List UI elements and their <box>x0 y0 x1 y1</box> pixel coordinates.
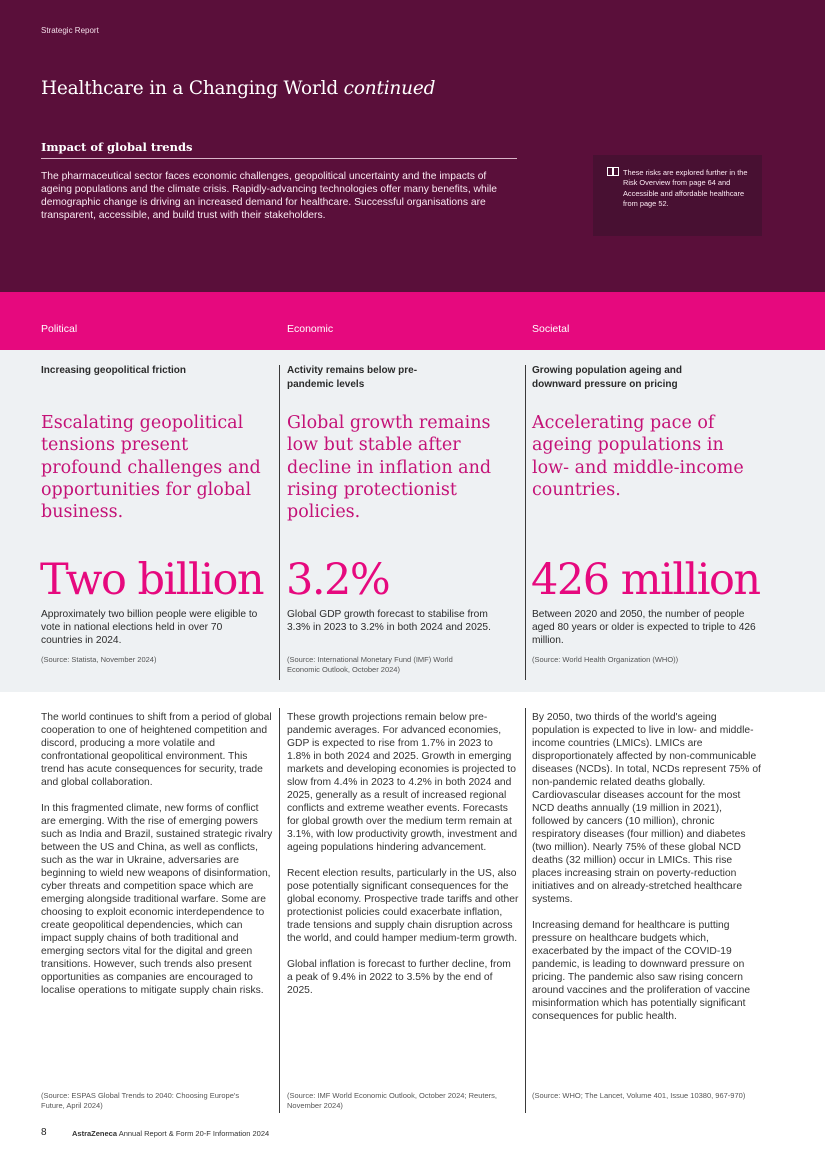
book-icon <box>607 167 619 176</box>
risk-note-text: These risks are explored further in the Risk Overview from page 64 and Accessible and affordable healthcare from page 52. <box>623 168 748 208</box>
economic-stat-source: (Source: International Monetary Fund (IMF) World Economic Outlook, October 2024) <box>287 655 453 674</box>
column-divider <box>279 708 280 1113</box>
economic-subheading: Activity remains below pre-pandemic levels <box>287 365 418 390</box>
economic-claim: Global growth remains low but stable after decline in inflation and rising protectionist policies. <box>287 413 492 523</box>
paragraph: The world continues to shift from a period of global cooperation to one of heightened competition and discord, producing a more volatile and confrontational geopolitical environment. This trend has acute consequences for security, trade and global collaboration. <box>41 712 272 788</box>
societal-stat: Between 2020 and 2050, the number of people aged 80 years or older is expected to triple to 426 million. <box>532 609 756 647</box>
political-subheading: Increasing geopolitical friction <box>41 365 187 376</box>
risk-note-box <box>593 155 762 236</box>
economic-body <box>287 711 519 1010</box>
political-body-source: (Source: ESPAS Global Trends to 2040: Choosing Europe's Future, April 2024) <box>41 1091 240 1110</box>
label-societal: Societal <box>532 323 570 335</box>
societal-body-source: (Source: WHO; The Lancet, Volume 401, Issue 10380, 967-970) <box>532 1091 746 1100</box>
column-divider <box>279 365 280 680</box>
societal-subheading: Growing population ageing and downward pressure on pricing <box>532 365 682 390</box>
page-number: 8 <box>41 1127 47 1138</box>
label-economic: Economic <box>287 323 334 335</box>
economic-body-source: (Source: IMF World Economic Outlook, October 2024; Reuters, November 2024) <box>287 1091 497 1110</box>
page-title <box>41 78 435 99</box>
company-name: AstraZeneca <box>72 1129 118 1138</box>
paragraph: In this fragmented climate, new forms of conflict are emerging. With the rise of emerging powers such as India and Brazil, sustained strategic rivalry between the US and China, as well as conflicts, such as the war in Ukraine, adversaries are beginning to wield new weapons of disinformation, cyber threats and competition space which are emerging alongside traditional warfare. Some are choosing to exploit economic interdependence to create geopolitical dependencies, which can impact supply chains of both traditional and emerging sectors vital for the digital and green transitions. However, such trends also present opportunities as companies are encouraged to localise operations to mitigate supply chain risks. <box>41 803 273 996</box>
impact-divider <box>41 158 517 159</box>
paragraph: By 2050, two thirds of the world's ageing population is expected to live in low- and middle-income countries (LMICs). LMICs are disproportionately affected by non-communicable diseases (NCDs). In total, NCDs represent 75% of non-pandemic related deaths globally. Cardiovascular diseases account for the most NCD deaths annually (19 million in 2021), followed by cancers (10 million), chronic respiratory diseases (four million) and diabetes (two million). Nearly 75% of these global NCD deaths (32 million) occur in LMICs. This rise places increasing strain on poverty-reduction initiatives and on already-stretched healthcare systems. <box>532 712 761 905</box>
political-stat: Approximately two billion people were eligible to vote in national elections held in over 70 countries in 2024. <box>41 609 258 647</box>
paragraph: These growth projections remain below pre-pandemic averages. For advanced economies, GDP is expected to rise from 1.7% in 2023 to 1.8% in both 2024 and 2025. Growth in emerging markets and developing economies is projected to slow from 4.4% in 2023 to 4.2% in both 2024 and 2025, generally as a result of increased regional conflicts and extreme weather events. Forecasts for global growth over the medium term remain at 3.1%, with low productivity growth, investment and ageing populations hindering advancement. <box>287 712 518 853</box>
impact-text: The pharmaceutical sector faces economic challenges, geopolitical uncertainty and the impacts of ageing populations and the climate crisis. Rapidly-advancing technologies offer many benefits, while demographic change is driving an increased demand for healthcare. Successful organisations are transparent, accessible, and build trust with their stakeholders. <box>41 171 497 221</box>
societal-big-number: 426 million <box>531 555 760 605</box>
section-label: Strategic Report <box>41 26 99 35</box>
category-band <box>0 292 825 350</box>
page-title-main: Healthcare in a Changing World <box>41 78 338 99</box>
paragraph: Increasing demand for healthcare is putting pressure on healthcare budgets which, exacerbated by the impact of the COVID-19 pandemic, is leading to downward pressure on pricing. The pandemic also saw rising concern around vaccines and the proliferation of vaccine misinformation which has potentially significant consequences for public health. <box>532 920 751 1022</box>
societal-claim: Accelerating pace of ageing populations in low- and middle-income countries. <box>532 413 744 500</box>
column-divider <box>525 365 526 680</box>
political-big-number: Two billion <box>40 555 264 605</box>
political-body <box>41 711 273 1010</box>
political-claim: Escalating geopolitical tensions present profound challenges and opportunities for global business. <box>41 413 261 523</box>
paragraph: Recent election results, particularly in the US, also pose potentially significant consequences for the global economy. Prospective trade tariffs and other protectionist policies could exacerbate inflation, trade tensions and supply chain disruption across the world, and could hamper medium-term growth. <box>287 868 519 944</box>
political-stat-source: (Source: Statista, November 2024) <box>41 655 157 664</box>
page-title-suffix: continued <box>343 78 436 99</box>
document-name: Annual Report & Form 20-F Information 2024 <box>118 1129 270 1138</box>
footer-document-title <box>72 1129 269 1138</box>
societal-body <box>532 711 762 1036</box>
column-divider <box>525 708 526 1113</box>
economic-big-number: 3.2% <box>286 555 390 605</box>
impact-heading: Impact of global trends <box>41 140 193 154</box>
label-political: Political <box>41 323 78 335</box>
societal-stat-source: (Source: World Health Organization (WHO)) <box>532 655 679 664</box>
economic-stat: Global GDP growth forecast to stabilise from 3.3% in 2023 to 3.2% in both 2024 and 2025. <box>287 609 491 634</box>
paragraph: Global inflation is forecast to further decline, from a peak of 9.4% in 2022 to 3.5% by the end of 2025. <box>287 959 511 996</box>
